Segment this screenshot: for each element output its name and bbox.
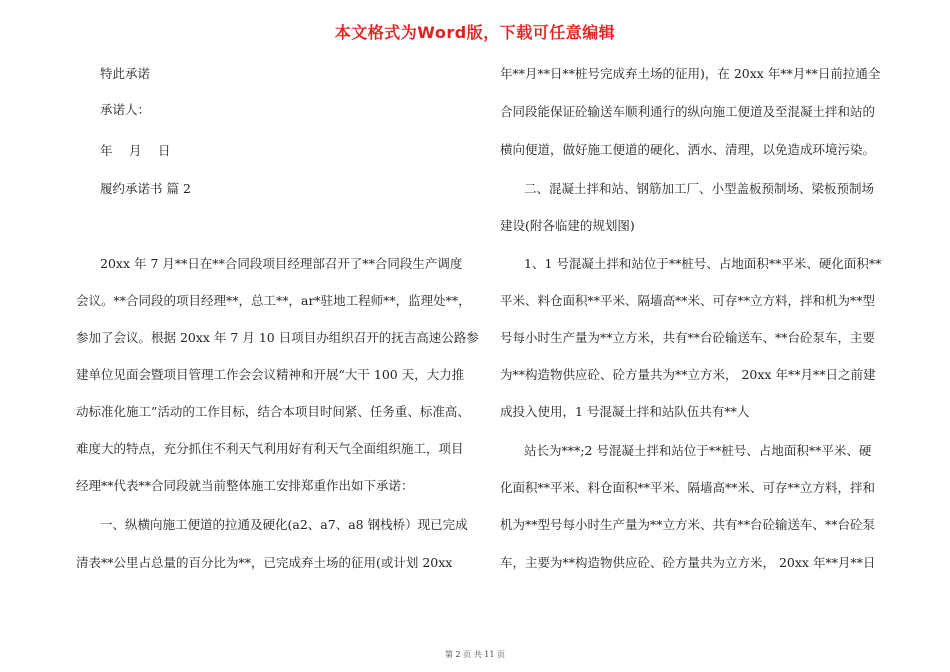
paragraph-line: 1、1 号混凝土拌和站位于**桩号、占地面积**平米、硬化面积**: [524, 256, 882, 271]
paragraph-line: 动标准化施工”活动的工作目标，结合本项目时间紧、任务重、标准高、: [76, 404, 470, 419]
paragraph-line: 难度大的特点，充分抓住不利天气利用好有利天气全面组织施工，项目: [76, 441, 464, 456]
paragraph-line: 特此承诺: [100, 66, 151, 81]
paragraph-line: 二、混凝土拌和站、钢筋加工厂、小型盖板预制场、梁板预制场: [524, 181, 875, 196]
paragraph-line: 会议。**合同段的项目经理**，总工**，ar*驻地工程师**，监理处**，: [76, 293, 471, 308]
paragraph-line: 清表**公里占总量的百分比为**，已完成弃土场的征用(或计划 20xx: [76, 555, 453, 570]
paragraph-line: 合同段能保证砼输送车顺利通行的纵向施工便道及至混凝土拌和站的: [500, 104, 876, 119]
paragraph-line: 参加了会议。根据 20xx 年 7 月 10 日项目办组织召开的抚吉高速公路参: [76, 330, 479, 345]
paragraph-line: 建设(附各临建的规划图): [500, 218, 635, 233]
page-number: 第 2 页 共 11 页: [445, 650, 505, 659]
document-banner: 本文格式为Word版，下载可任意编辑: [334, 23, 616, 42]
paragraph-line: 站长为***;2 号混凝土拌和站位于**桩号、占地面积**平米、硬: [524, 443, 872, 458]
paragraph-line: 化面积**平米、料仓面积**平米、隔墙高**米、可存**立方料，拌和: [500, 480, 876, 495]
paragraph-line: 平米、料仓面积**平米、隔墙高**米、可存**立方料，拌和机为**型: [500, 293, 876, 308]
paragraph-line: 承诺人：: [100, 102, 151, 117]
paragraph-line: 号每小时生产量为**立方米，共有**台砼输送车、**台砼泵车，主要: [500, 330, 876, 345]
paragraph-line: 车，主要为**构造物供应砼、砼方量共为立方米， 20xx 年**月**日: [500, 555, 876, 570]
paragraph-line: 建单位见面会暨项目管理工作会会议精神和开展“大干 100 天，大力推: [76, 367, 465, 382]
paragraph-line: 成投入使用，1 号混凝土拌和站队伍共有**人: [500, 404, 750, 419]
paragraph-line: 20xx 年 7 月**日在**合同段项目经理部召开了**合同段生产调度: [100, 256, 463, 271]
paragraph-line: 经理**代表**合同段就当前整体施工安排郑重作出如下承诺：: [76, 478, 414, 493]
paragraph-line: 横向便道，做好施工便道的硬化、洒水、清理，以免造成环境污染。: [500, 142, 876, 157]
paragraph-line: 年**月**日**桩号完成弃土场的征用)，在 20xx 年**月**日前拉通全: [500, 66, 881, 81]
paragraph-line: 年 月 日: [100, 143, 171, 158]
paragraph-line: 一、纵横向施工便道的拉通及硬化(a2、a7、a8 钢栈桥）现已完成: [100, 517, 468, 532]
paragraph-line: 为**构造物供应砼、砼方量共为**立方米， 20xx 年**月**日之前建: [500, 367, 876, 382]
paragraph-line: 履约承诺书 篇 2: [100, 181, 191, 196]
paragraph-line: 机为**型号每小时生产量为**立方米、共有**台砼输送车、**台砼泵: [500, 517, 876, 532]
